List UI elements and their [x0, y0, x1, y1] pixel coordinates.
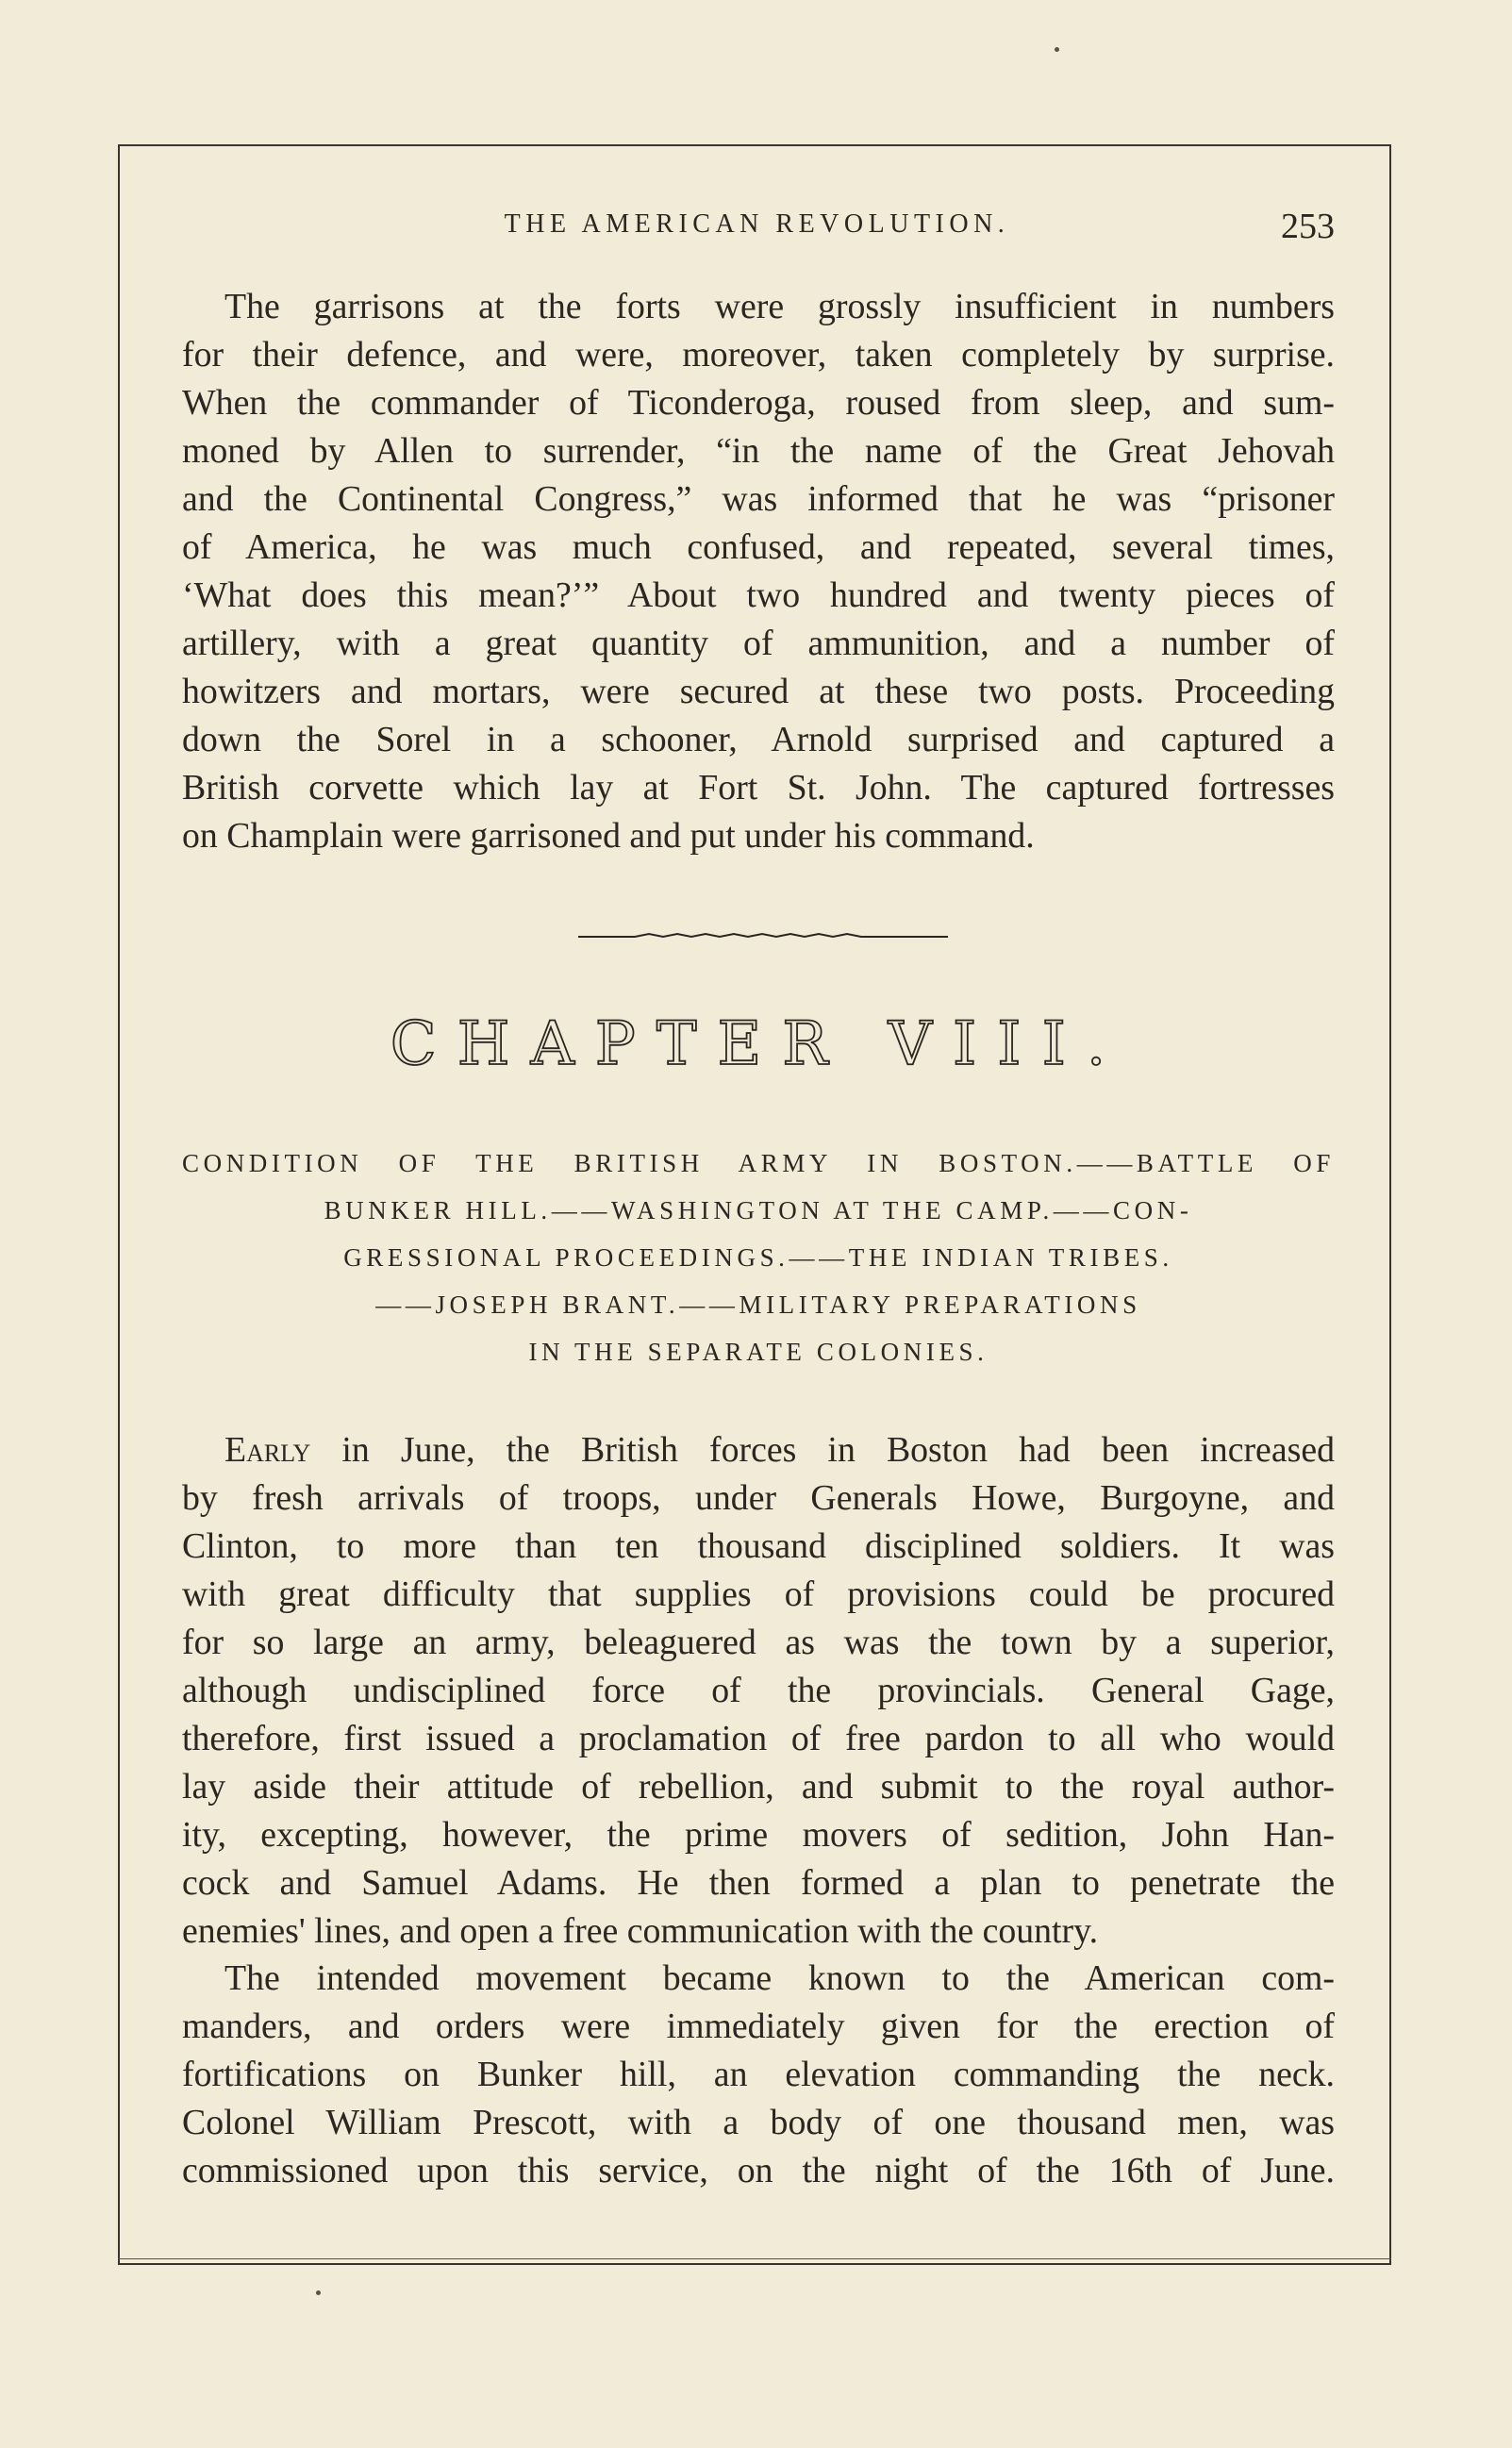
- text-line: enemies' lines, and open a free communication with the country.: [182, 1911, 1099, 1951]
- paragraph-2: [182, 1426, 1335, 1956]
- chapter-summary: [182, 1140, 1335, 1375]
- text-line: moned by Allen to surrender, “in the name of the Great Jehovah: [182, 431, 1335, 471]
- summary-line: GRESSIONAL PROCEEDINGS.——THE INDIAN TRIBES.: [343, 1243, 1173, 1272]
- summary-line: IN THE SEPARATE COLONIES.: [528, 1338, 989, 1366]
- text-line: therefore, first issued a proclamation of free pardon to all who would: [182, 1719, 1335, 1758]
- text-line: with great difficulty that supplies of provisions could be procured: [182, 1574, 1335, 1614]
- text-line: for their defence, and were, moreover, taken completely by surprise.: [182, 335, 1335, 375]
- text-line: British corvette which lay at Fort St. John. The captured fortresses: [182, 768, 1335, 808]
- text-line: for so large an army, beleaguered as was the town by a superior,: [182, 1623, 1335, 1662]
- text-line: When the commander of Ticonderoga, roused from sleep, and sum-: [182, 383, 1335, 423]
- text-line: manders, and orders were immediately given for the erection of: [182, 2007, 1335, 2046]
- text-line: lay aside their attitude of rebellion, and submit to the royal author-: [182, 1767, 1335, 1807]
- text-line: Clinton, to more than ten thousand disciplined soldiers. It was: [182, 1526, 1335, 1566]
- text-line: of America, he was much confused, and repeated, several times,: [182, 527, 1335, 567]
- opening-line-text: in June, the British forces in Boston had been increased: [310, 1430, 1335, 1470]
- text-line: Colonel William Prescott, with a body of one thousand men, was: [182, 2103, 1335, 2142]
- text-line: cock and Samuel Adams. He then formed a plan to penetrate the: [182, 1863, 1335, 1903]
- text-line: by fresh arrivals of troops, under Generals Howe, Burgoyne, and: [182, 1478, 1335, 1518]
- running-head: [179, 206, 1335, 253]
- section-divider: [578, 927, 948, 942]
- summary-line: BUNKER HILL.——WASHINGTON AT THE CAMP.——CON-: [324, 1196, 1193, 1224]
- summary-line: ——JOSEPH BRANT.——MILITARY PREPARATIONS: [375, 1291, 1141, 1319]
- text-line: and the Continental Congress,” was informed that he was “prisoner: [182, 479, 1335, 519]
- page-number: 253: [1281, 207, 1335, 246]
- text-line: The intended movement became known to the American com-: [224, 1958, 1335, 1998]
- text-line: ‘What does this mean?’” About two hundred and twenty pieces of: [182, 575, 1335, 615]
- text-line: fortifications on Bunker hill, an elevation commanding the neck.: [182, 2055, 1335, 2094]
- paper-speck: [316, 2290, 321, 2295]
- text-line: commissioned upon this service, on the night of the 16th of June.: [182, 2151, 1335, 2190]
- running-title: THE AMERICAN REVOLUTION.: [504, 209, 1010, 239]
- text-line: howitzers and mortars, were secured at these two posts. Proceeding: [182, 672, 1335, 711]
- text-line: ity, excepting, however, the prime movers of sedition, John Han-: [182, 1815, 1335, 1855]
- opening-word: Early: [224, 1430, 311, 1470]
- paper-speck: [1055, 47, 1059, 52]
- text-line: [182, 1426, 1335, 1474]
- chapter-title: CHAPTER VIII.: [390, 1009, 1127, 1079]
- text-line: artillery, with a great quantity of ammunition, and a number of: [182, 624, 1335, 663]
- summary-line: CONDITION OF THE BRITISH ARMY IN BOSTON.——BATTLE OF: [182, 1149, 1335, 1177]
- text-line: The garrisons at the forts were grossly insufficient in numbers: [224, 287, 1335, 326]
- paragraph-3: [182, 1955, 1335, 2195]
- paragraph-1: [182, 283, 1335, 860]
- text-line: although undisciplined force of the provincials. General Gage,: [182, 1671, 1335, 1710]
- text-line: on Champlain were garrisoned and put under his command.: [182, 816, 1035, 856]
- text-line: down the Sorel in a schooner, Arnold surprised and captured a: [182, 720, 1335, 759]
